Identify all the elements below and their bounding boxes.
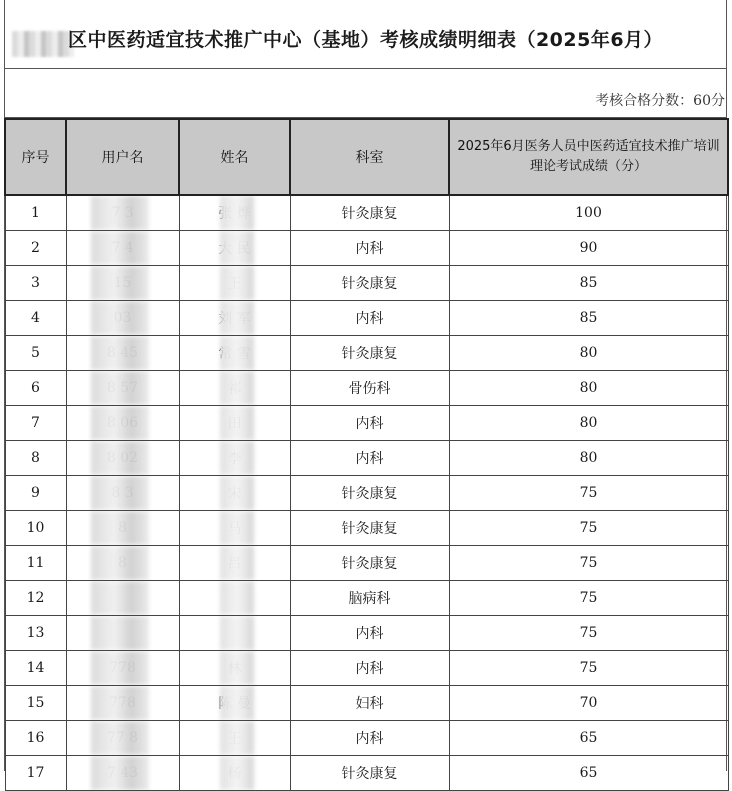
table-row <box>5 301 728 336</box>
cell-index <box>5 301 66 336</box>
page-title: 区中医药适宜技术推广中心（基地）考核成绩明细表（2025年6月） <box>67 29 664 51</box>
table-row <box>5 546 728 581</box>
table-row <box>5 336 728 371</box>
cell-score <box>449 581 728 616</box>
cell-index <box>5 476 66 511</box>
cell-index <box>5 546 66 581</box>
cell-score-text: 80 <box>579 345 598 361</box>
cell-index <box>5 721 66 756</box>
table-row <box>5 406 728 441</box>
privacy-blur-mask <box>220 476 254 510</box>
cell-score <box>449 441 728 476</box>
cell-index-text: 1 <box>31 205 40 221</box>
cell-index <box>5 195 66 231</box>
cell-username <box>66 231 179 266</box>
cell-index-text: 7 <box>31 415 40 431</box>
cell-score-text: 65 <box>579 730 598 746</box>
cell-score <box>449 511 728 546</box>
cell-score <box>449 546 728 581</box>
pass-score-row <box>4 69 727 118</box>
cell-index-text: 3 <box>31 275 40 291</box>
cell-dept-text: 针灸康复 <box>341 276 398 292</box>
cell-score-text: 90 <box>579 240 598 256</box>
table-row <box>5 266 728 301</box>
privacy-blur-mask <box>220 616 254 650</box>
cell-dept <box>290 371 449 406</box>
cell-dept <box>290 756 449 791</box>
cell-dept-text: 内科 <box>355 241 384 257</box>
cell-dept <box>290 195 449 231</box>
cell-score-text: 75 <box>579 660 598 676</box>
cell-index-text: 9 <box>31 485 40 501</box>
cell-name <box>179 616 290 651</box>
title-row <box>4 7 727 69</box>
cell-username <box>66 406 179 441</box>
cell-dept-text: 内科 <box>355 626 384 642</box>
table-row <box>5 371 728 406</box>
privacy-blur-mask <box>91 721 149 755</box>
cell-username <box>66 686 179 721</box>
privacy-blur-mask <box>220 231 254 265</box>
cell-name <box>179 546 290 581</box>
cell-name <box>179 651 290 686</box>
cell-name <box>179 756 290 791</box>
cell-score-text: 80 <box>579 450 598 466</box>
privacy-blur-mask <box>91 511 149 545</box>
column-header-dept: 科室 <box>290 119 449 195</box>
cell-index <box>5 406 66 441</box>
privacy-blur-mask <box>220 651 254 685</box>
privacy-blur-mask <box>220 406 254 440</box>
privacy-blur-mask <box>91 371 149 405</box>
cell-dept-text: 脑病科 <box>348 591 391 607</box>
privacy-blur-mask <box>220 371 254 405</box>
cell-dept-text: 针灸康复 <box>341 486 398 502</box>
cell-username <box>66 266 179 301</box>
cell-dept <box>290 476 449 511</box>
privacy-blur-mask <box>91 441 149 475</box>
cell-name <box>179 336 290 371</box>
privacy-blur-mask <box>91 476 149 510</box>
cell-dept-text: 针灸康复 <box>341 206 398 222</box>
cell-index <box>5 651 66 686</box>
cell-name <box>179 686 290 721</box>
cell-index-text: 10 <box>26 520 45 536</box>
cell-score-text: 80 <box>579 415 598 431</box>
column-header-score: 2025年6月医务人员中医药适宜技术推广培训理论考试成绩（分） <box>449 119 728 195</box>
cell-index <box>5 266 66 301</box>
cell-index-text: 4 <box>31 310 40 326</box>
cell-username <box>66 195 179 231</box>
cell-dept-text: 内科 <box>355 416 384 432</box>
cell-score <box>449 195 728 231</box>
privacy-blur-mask <box>220 301 254 335</box>
cell-score <box>449 756 728 791</box>
cell-score-text: 65 <box>579 765 598 781</box>
table-row <box>5 441 728 476</box>
cell-dept-text: 针灸康复 <box>341 346 398 362</box>
cell-score-text: 85 <box>579 310 598 326</box>
cell-name <box>179 511 290 546</box>
column-header-username: 用户名 <box>66 119 179 195</box>
table-row <box>5 616 728 651</box>
table-row <box>5 686 728 721</box>
table-row <box>5 721 728 756</box>
cell-dept <box>290 441 449 476</box>
cell-score-text: 85 <box>579 275 598 291</box>
cell-score-text: 70 <box>579 695 598 711</box>
cell-score <box>449 301 728 336</box>
cell-index <box>5 441 66 476</box>
table-row <box>5 476 728 511</box>
cell-score-text: 75 <box>579 625 598 641</box>
cell-index-text: 13 <box>26 625 45 641</box>
privacy-blur-mask <box>91 581 149 615</box>
cell-index <box>5 756 66 791</box>
cell-index <box>5 371 66 406</box>
cell-score <box>449 371 728 406</box>
cell-dept <box>290 546 449 581</box>
privacy-blur-mask <box>91 756 149 790</box>
cell-dept <box>290 231 449 266</box>
cell-dept <box>290 616 449 651</box>
privacy-blur-mask <box>91 616 149 650</box>
cell-dept-text: 针灸康复 <box>341 556 398 572</box>
cell-dept <box>290 686 449 721</box>
cell-index-text: 5 <box>31 345 40 361</box>
cell-username <box>66 581 179 616</box>
cell-dept-text: 骨伤科 <box>348 381 391 397</box>
privacy-blur-mask <box>220 721 254 755</box>
cell-score <box>449 721 728 756</box>
cell-username <box>66 616 179 651</box>
cell-dept-text: 内科 <box>355 661 384 677</box>
privacy-blur-mask <box>220 686 254 720</box>
cell-username <box>66 371 179 406</box>
cell-username <box>66 441 179 476</box>
privacy-blur-mask <box>91 196 149 230</box>
cell-name <box>179 721 290 756</box>
column-header-name: 姓名 <box>179 119 290 195</box>
cell-dept <box>290 406 449 441</box>
cell-index-text: 16 <box>26 730 45 746</box>
cell-dept <box>290 511 449 546</box>
cell-index-text: 14 <box>26 660 45 676</box>
column-header-index: 序号 <box>5 119 66 195</box>
cell-name <box>179 476 290 511</box>
cell-name <box>179 231 290 266</box>
privacy-blur-mask <box>220 266 254 300</box>
cell-score <box>449 406 728 441</box>
cell-index-text: 8 <box>31 450 40 466</box>
cell-dept <box>290 721 449 756</box>
pass-score-label: 考核合格分数：60分 <box>595 93 725 109</box>
privacy-blur-mask <box>220 511 254 545</box>
cell-name <box>179 371 290 406</box>
cell-score-text: 75 <box>579 520 598 536</box>
cell-name <box>179 266 290 301</box>
privacy-blur-mask <box>91 406 149 440</box>
cell-dept-text: 针灸康复 <box>341 521 398 537</box>
cell-index-text: 6 <box>31 380 40 396</box>
table-row <box>5 195 728 231</box>
cell-index-text: 12 <box>26 590 45 606</box>
cell-name <box>179 406 290 441</box>
privacy-blur-mask <box>220 441 254 475</box>
cell-name <box>179 581 290 616</box>
cell-score-text: 80 <box>579 380 598 396</box>
privacy-blur-mask <box>91 686 149 720</box>
cell-username <box>66 756 179 791</box>
cell-dept <box>290 266 449 301</box>
cell-index <box>5 616 66 651</box>
cell-index-text: 11 <box>26 555 45 571</box>
cell-score <box>449 231 728 266</box>
cell-username <box>66 721 179 756</box>
table-row <box>5 231 728 266</box>
privacy-blur-mask <box>220 581 254 615</box>
cell-username <box>66 476 179 511</box>
privacy-blur-mask <box>220 546 254 580</box>
cell-score-text: 100 <box>575 205 602 221</box>
cell-index <box>5 581 66 616</box>
cell-index-text: 15 <box>26 695 45 711</box>
cell-username <box>66 511 179 546</box>
cell-dept <box>290 301 449 336</box>
privacy-blur-mask <box>220 196 254 230</box>
privacy-blur-mask <box>91 651 149 685</box>
cell-name <box>179 441 290 476</box>
cell-name <box>179 195 290 231</box>
cell-score-text: 75 <box>579 485 598 501</box>
table-header-row <box>5 119 728 195</box>
cell-index-text: 17 <box>26 765 45 781</box>
privacy-blur-mask <box>91 231 149 265</box>
cell-username <box>66 546 179 581</box>
cell-dept-text: 内科 <box>355 731 384 747</box>
privacy-blur-mask <box>91 266 149 300</box>
cell-score <box>449 616 728 651</box>
privacy-blur-mask <box>220 336 254 370</box>
cell-score <box>449 686 728 721</box>
privacy-blur-mask <box>91 546 149 580</box>
cell-dept <box>290 336 449 371</box>
cell-index <box>5 511 66 546</box>
table-row <box>5 651 728 686</box>
privacy-blur-mask <box>220 756 254 790</box>
privacy-blur-mask <box>91 301 149 335</box>
cell-score <box>449 651 728 686</box>
cell-dept-text: 内科 <box>355 311 384 327</box>
cell-dept-text: 针灸康复 <box>341 766 398 782</box>
cell-dept-text: 妇科 <box>355 696 384 712</box>
cell-index <box>5 686 66 721</box>
cell-name <box>179 301 290 336</box>
table-row <box>5 756 728 791</box>
cell-index-text: 2 <box>31 240 40 256</box>
table-row <box>5 511 728 546</box>
cell-username <box>66 651 179 686</box>
cell-username <box>66 336 179 371</box>
cell-dept-text: 内科 <box>355 451 384 467</box>
cell-username <box>66 301 179 336</box>
cell-score <box>449 266 728 301</box>
cell-dept <box>290 581 449 616</box>
cell-score-text: 75 <box>579 555 598 571</box>
cell-score <box>449 336 728 371</box>
cell-dept <box>290 651 449 686</box>
table-row <box>5 581 728 616</box>
cell-index <box>5 231 66 266</box>
privacy-blur-mask <box>91 336 149 370</box>
cell-score <box>449 476 728 511</box>
cell-index <box>5 336 66 371</box>
cell-score-text: 75 <box>579 590 598 606</box>
score-table <box>4 118 729 791</box>
